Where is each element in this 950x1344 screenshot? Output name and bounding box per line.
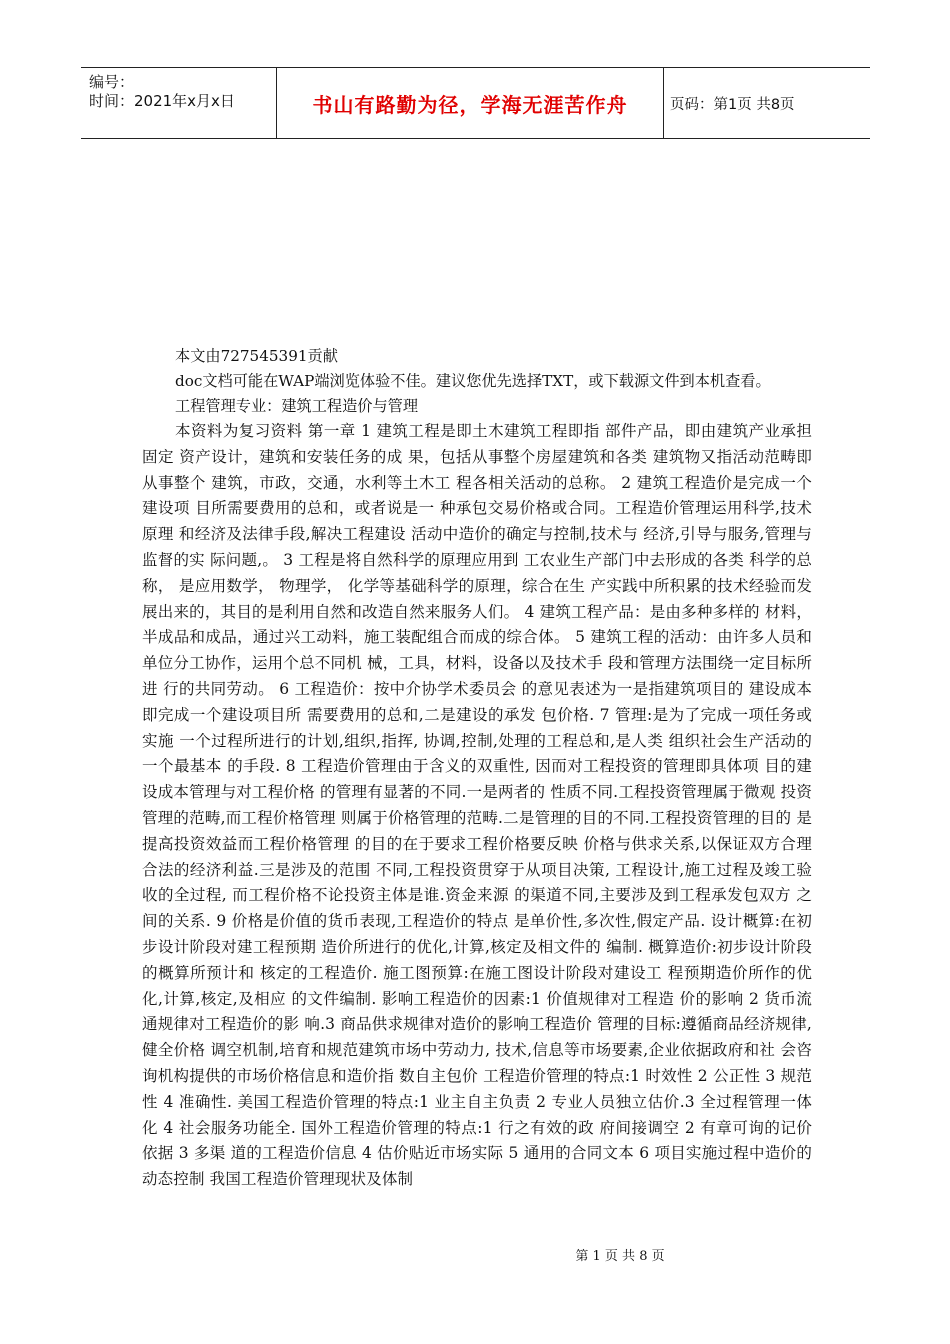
header-meta xyxy=(81,68,277,138)
header-motto: 书山有路勤为径，学海无涯苦作舟 xyxy=(277,68,664,138)
viewing-notice: doc文档可能在WAP端浏览体验不佳。建议您优先选择TXT，或下载源文件到本机查看。 xyxy=(175,372,771,390)
body-paragraph: 本资料为复习资料 第一章 1 建筑工程是即土木建筑工程即指 部件产品，即由建筑产业承担固定 资产设计，建筑和安装任务的成 果，包括从事整个房屋建筑和各类 建筑物又指活动范畴即从事整个 建筑，市政，交通，水利等土木工 程各相关活动的总称。 2 建筑工程造价是完成一个建设项 目所需要费用的总和，或者说是一 种承包交易价格或合同。工程造价管理运用科学,技术原理 和经济及法律手段,解决工程建设 活动中造价的确定与控制,技术与 经济,引导与服务,管理与监督的实 际问题,。 3 工程是将自然科学的原理应用到 工农业生产部门中去形成的各类 科学的总称， 是应用数学， 物理学， 化学等基础科学的原理，综合在生 产实践中所积累的技术经验而发 展出来的，其目的是利用自然和改造自然来服务人们。 4 建筑工程产品：是由多种多样的 材料，半成品和成品，通过兴工动料，施工装配组合而成的综合体。 5 建筑工程的活动：由许多人员和 单位分工协作，运用个总不同机 械，工具，材料，设备以及技术手 段和管理方法围绕一定目标所进 行的共同劳动。 6 工程造价：按中介协学术委员会 的意见表述为一是指建筑项目的 建设成本即完成一个建设项目所 需要费用的总和,二是建设的承发 包价格. 7 管理:是为了完成一项任务或实施 一个过程所进行的计划,组织,指挥, 协调,控制,处理的工程总和,是人类 组织社会生产活动的一个最基本 的手段. 8 工程造价管理由于含义的双重性, 因而对工程投资的管理即具体项 目的建设成本管理与对工程价格 的管理有显著的不同.一是两者的 性质不同.工程投资管理属于微观 投资管理的范畴,而工程价格管理 则属于价格管理的范畴.二是管理的目的不同.工程投资管理的目的 是提高投资效益而工程价格管理 的目的在于要求工程价格要反映 价格与供求关系,以保证双方合理 合法的经济利益.三是涉及的范围 不同,工程投资贯穿于从项目决策, 工程设计,施工过程及竣工验收的全过程, 而工程价格不论投资主体是谁.资金来源 的渠道不同,主要涉及到工程承发包双方 之间的关系. 9 价格是价值的货币表现,工程造价的特点 是单价性,多次性,假定产品. 设计概算:在初步设计阶段对建工程预期 造价所进行的优化,计算,核定及相文件的 编制. 概算造价:初步设计阶段的概算所预计和 核定的工程造价. 施工图预算:在施工图设计阶段对建设工 程预期造价所作的优化,计算,核定,及相应 的文件编制. 影响工程造价的因素:1 价值规律对工程造 价的影响 2 货币流通规律对工程造价的影 响.3 商品供求规律对造价的影响工程造价 管理的目标:遵循商品经济规律,健全价格 调空机制,培育和规范建筑市场中劳动力, 技术,信息等市场要素,企业依据政府和社 会咨询机构提供的市场价格信息和造价指 数自主包价 工程造价管理的特点:1 时效性 2 公正性 3 规范性 4 准确性. 美国工程造价管理的特点:1 业主自主负责 2 专业人员独立估价.3 全过程管理一体化 4 社会服务功能全. 国外工程造价管理的特点:1 行之有效的政 府间接调空 2 有章可询的记价依据 3 多渠 道的工程造价信息 4 估价贴近市场实际 5 通用的合同文本 6 项目实施过程中造价的 动态控制 我国工程造价管理现状及体制 xyxy=(142,422,812,1189)
document-time-label: 时间：2021年x月x日 xyxy=(89,92,235,110)
document-number-label: 编号： xyxy=(89,73,135,91)
header-page-number: 页码：第1页 共8页 xyxy=(670,96,795,113)
page-header xyxy=(81,67,870,139)
contributor-line: 本文由727545391贡献 xyxy=(175,347,338,365)
footer-page-number: 第 1 页 共 8 页 xyxy=(575,1249,665,1264)
page-footer xyxy=(0,1245,950,1264)
document-title: 工程管理专业：建筑工程造价与管理 xyxy=(175,397,418,415)
document-content xyxy=(142,344,812,1193)
